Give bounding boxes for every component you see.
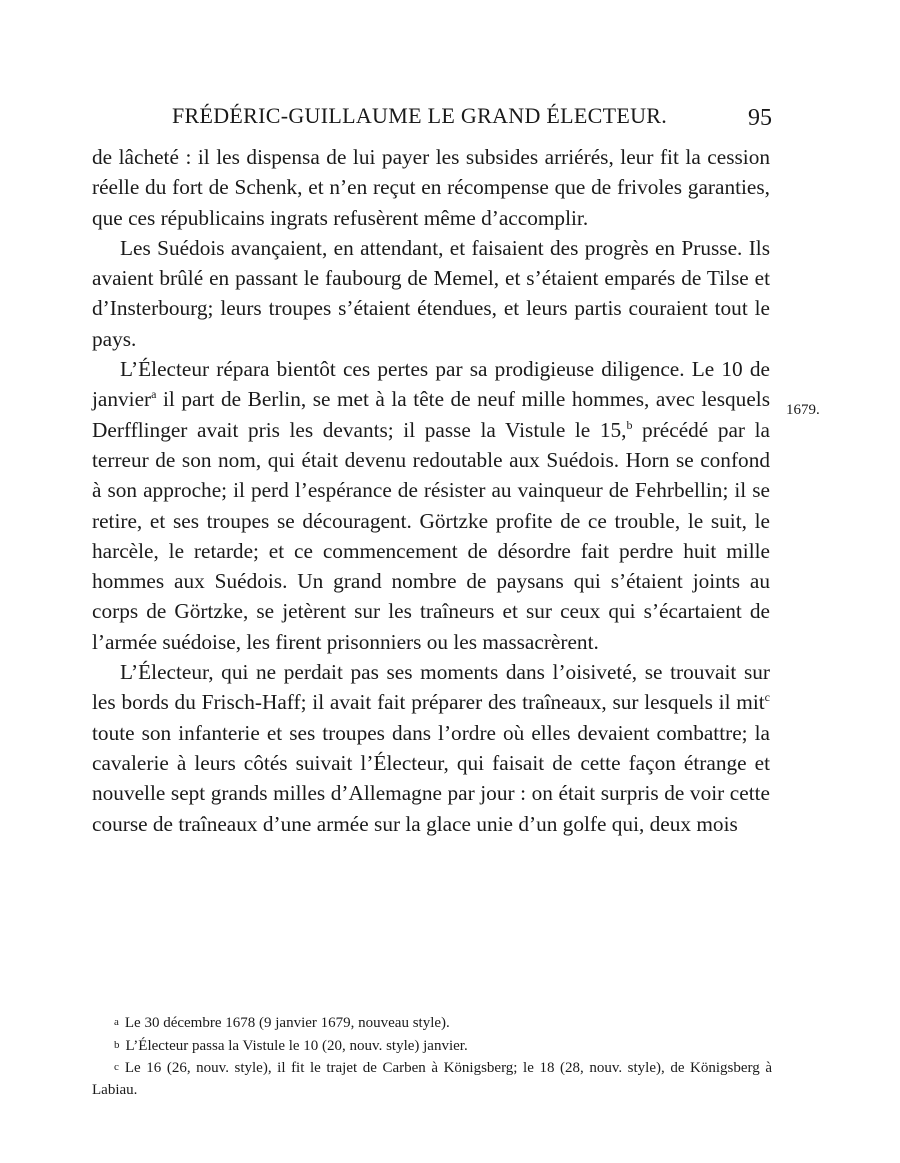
paragraph-4 bbox=[92, 657, 770, 839]
footnote-mark: c bbox=[114, 1061, 119, 1073]
page-number: 95 bbox=[748, 105, 772, 131]
text-run: Les Suédois avançaient, en attendant, et faisaient des progrès en Prusse. Ils avaient brûlé en passant le faubourg de Memel, et s’étaient emparés de Tilse et d’Insterbourg; leurs troupes s’étaient étendues, et leurs partis couraient tout le pays. bbox=[92, 235, 770, 351]
body-text bbox=[92, 142, 770, 839]
paragraph-1 bbox=[92, 142, 770, 233]
text-run: L’Électeur, qui ne perdait pas ses moments dans l’oisiveté, se trouvait sur les bords du Frisch-Haff; il avait fait préparer des traîneaux, sur lesquels il mit bbox=[92, 660, 770, 715]
footnote-text: L’Électeur passa la Vistule le 10 (20, nouv. style) janvier. bbox=[125, 1037, 468, 1054]
text-run: toute son infanterie et ses troupes dans l’ordre où elles devaient combattre; la cavalerie à leurs côtés suivait l’Électeur, qui faisait de cette façon étrange et nouvelle sept grands milles d’Allemagne par jour : on était surpris de voir cette course de traîneaux d’une armée sur la glace unie d’un golfe qui, deux mois bbox=[92, 720, 770, 836]
text-run: L’Électeur répara bientôt ces pertes par sa prodigieuse diligence. Le 10 de janvier bbox=[92, 357, 770, 412]
footnotes bbox=[92, 1012, 772, 1101]
footnote-text: Le 16 (26, nouv. style), il fit le trajet de Carben à Königsberg; le 18 (28, nouv. style), de Königsberg à Labiau. bbox=[92, 1060, 772, 1098]
footnote-a bbox=[92, 1012, 772, 1035]
footnote-b bbox=[92, 1035, 772, 1058]
footnote-ref-b[interactable]: b bbox=[626, 417, 633, 432]
text-run: précédé par la terreur de son nom, qui était devenu redoutable aux Suédois. Horn se confond à son approche; il perd l’espérance de résister au vainqueur de Fehrbellin; il se retire, et ses troupes se découragent. Görtzke profite de ce trouble, le suit, le harcèle, le retarde; et ce commencement de désordre fait perdre huit mille hommes aux Suédois. Un grand nombre de paysans qui s’étaient joints au corps de Görtzke, se jetèrent sur les traîneurs et sur ceux qui s’écartaient de l’armée suédoise, les firent prisonniers ou les massacrèrent. bbox=[92, 417, 770, 654]
footnote-text: Le 30 décembre 1678 (9 janvier 1679, nouveau style). bbox=[124, 1015, 450, 1031]
page-header bbox=[92, 103, 772, 139]
footnote-ref-c[interactable]: c bbox=[764, 690, 770, 705]
margin-date-note: 1679. bbox=[786, 402, 820, 418]
footnote-ref-a[interactable]: a bbox=[151, 387, 157, 402]
footnote-mark: a bbox=[114, 1016, 119, 1028]
footnote-mark: b bbox=[114, 1038, 120, 1051]
text-run: de lâcheté : il les dispensa de lui payer les subsides arriérés, leur fit la cession réelle du fort de Schenk, et n’en reçut en récompense que de frivoles garanties, que ces républicains ingrats refusèrent même d’accomplir. bbox=[92, 145, 770, 230]
paragraph-3 bbox=[92, 354, 770, 657]
paragraph-2 bbox=[92, 233, 770, 354]
text-run: il part de Berlin, se met à la tête de neuf mille hommes, avec lesquels Derfflinger avait pris les devants; il passe la Vistule le 15, bbox=[92, 387, 770, 442]
footnote-c bbox=[92, 1057, 772, 1101]
running-title: FRÉDÉRIC-GUILLAUME LE GRAND ÉLECTEUR. bbox=[172, 103, 668, 128]
